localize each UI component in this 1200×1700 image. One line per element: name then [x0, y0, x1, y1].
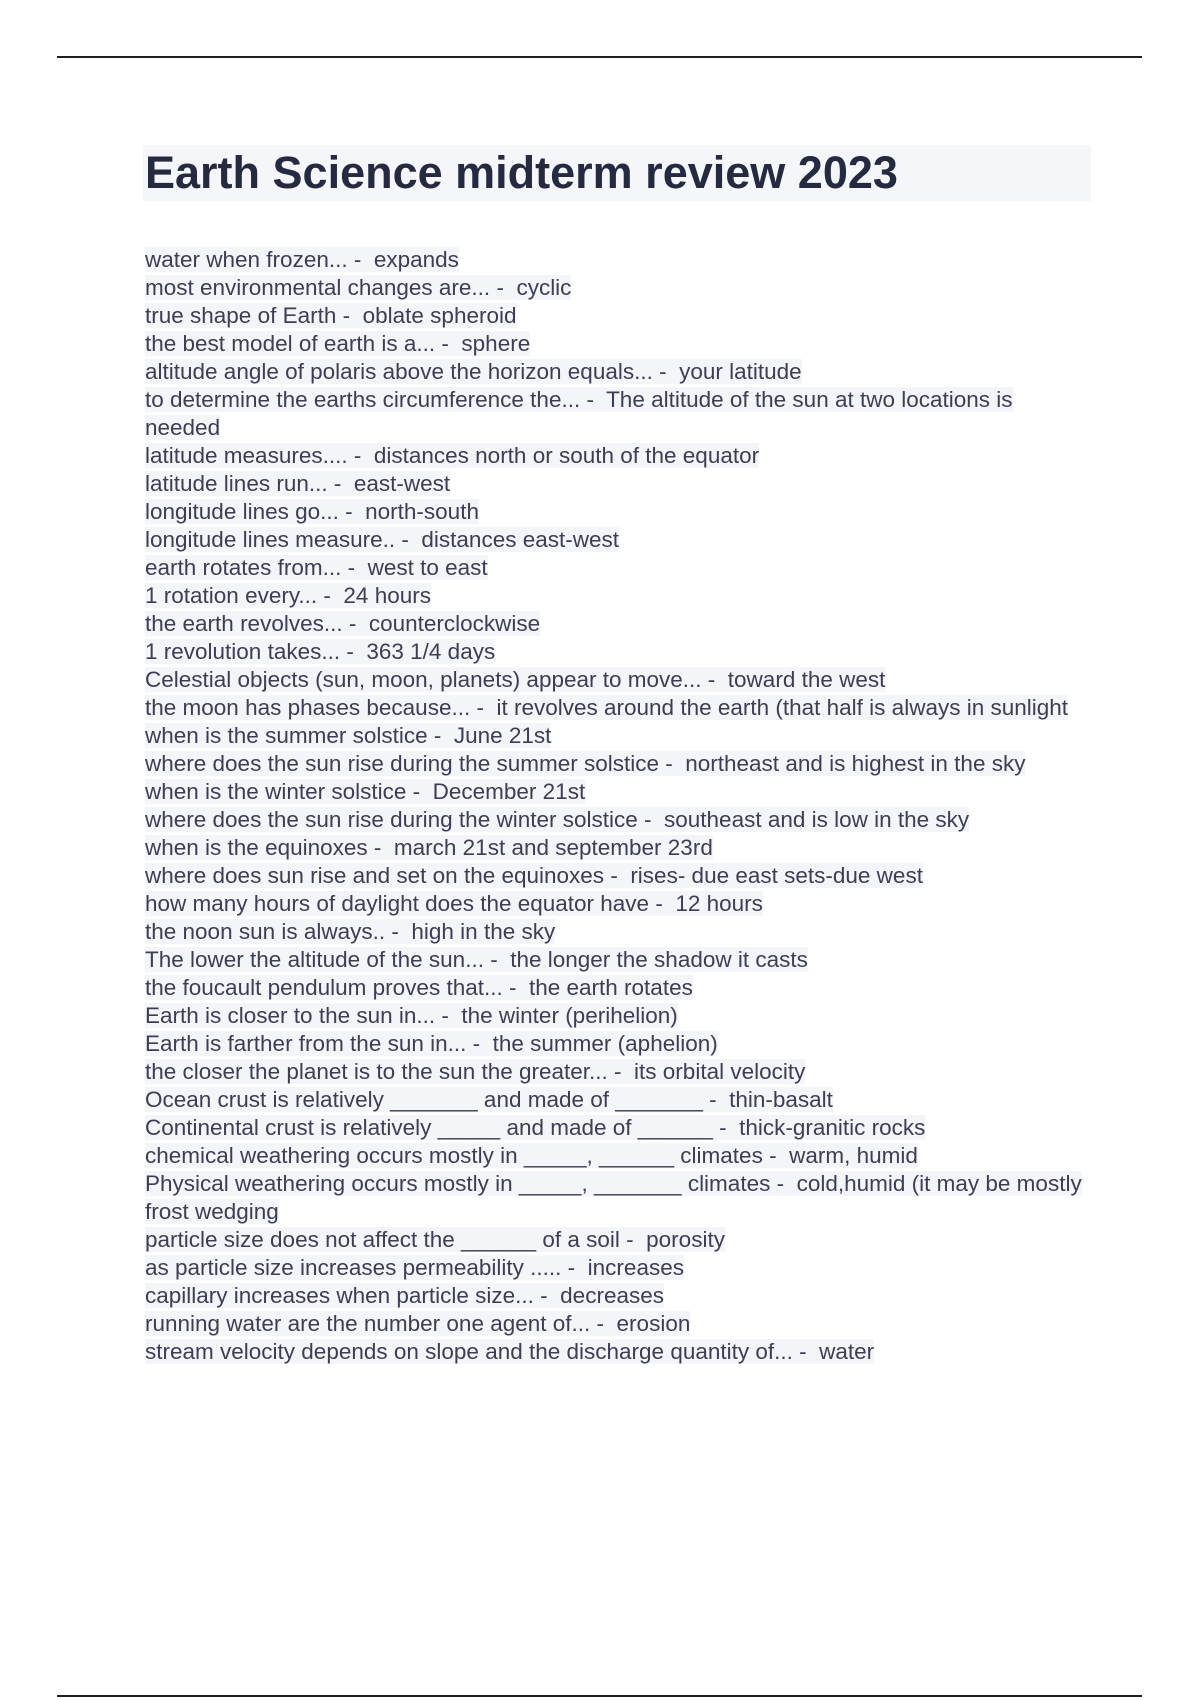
question-text: The lower the altitude of the sun... [145, 947, 484, 972]
qa-item [145, 890, 1085, 918]
answer-text: porosity [646, 1227, 725, 1252]
bottom-rule [57, 1695, 1142, 1697]
qa-separator: - [792, 1339, 820, 1364]
qa-item [145, 274, 1085, 302]
answer-text: your latitude [679, 359, 802, 384]
qa-separator: - [317, 583, 344, 608]
qa-separator: - [340, 639, 367, 664]
answer-text: sphere [461, 331, 531, 356]
qa-line [145, 695, 1068, 720]
qa-line [145, 1031, 718, 1056]
qa-line [145, 555, 488, 580]
answer-text: cold,humid (it may be mostly frost wedging [145, 1171, 1082, 1224]
question-text: longitude lines measure.. [145, 527, 396, 552]
answer-text: the winter (perihelion) [461, 1003, 678, 1028]
qa-item [145, 1254, 1085, 1282]
answer-text: toward the west [727, 667, 886, 692]
question-text: Continental crust is relatively _____ and made of ______ [145, 1115, 713, 1140]
answer-text: increases [587, 1255, 684, 1280]
qa-separator: - [652, 359, 680, 384]
qa-item [145, 1058, 1085, 1086]
qa-line [145, 751, 1025, 776]
qa-line [145, 359, 802, 384]
qa-line [145, 723, 551, 748]
answer-text: northeast and is highest in the sky [685, 751, 1026, 776]
qa-line [145, 919, 555, 944]
qa-separator: - [649, 891, 676, 916]
answer-text: expands [373, 247, 459, 272]
qa-line [145, 1115, 925, 1140]
qa-item [145, 386, 1085, 442]
qa-separator: - [327, 471, 354, 496]
answer-text: warm, humid [789, 1143, 918, 1168]
qa-separator: - [466, 1031, 493, 1056]
qa-separator: - [701, 667, 728, 692]
answer-text: high in the sky [411, 919, 556, 944]
question-text: most environmental changes are... [145, 275, 491, 300]
qa-line [145, 639, 495, 664]
question-text: latitude lines run... [145, 471, 328, 496]
qa-separator: - [770, 1171, 797, 1196]
question-text: the best model of earth is a... [145, 331, 436, 356]
answer-text: erosion [616, 1311, 691, 1336]
qa-line [145, 1171, 1082, 1224]
qa-line [145, 667, 885, 692]
answer-text: thin-basalt [729, 1087, 833, 1112]
qa-item [145, 442, 1085, 470]
qa-item [145, 638, 1085, 666]
qa-item [145, 1226, 1085, 1254]
qa-item [145, 1170, 1085, 1226]
qa-separator: - [561, 1255, 588, 1280]
qa-separator: - [702, 1087, 730, 1112]
qa-item [145, 302, 1085, 330]
qa-separator: - [607, 1059, 635, 1084]
qa-item [145, 1114, 1085, 1142]
qa-item [145, 694, 1085, 722]
answer-text: decreases [560, 1283, 664, 1308]
qa-line [145, 779, 585, 804]
qa-item [145, 974, 1085, 1002]
question-text: Earth is farther from the sun in... [145, 1031, 467, 1056]
qa-item [145, 246, 1085, 274]
answer-text: distances north or south of the equator [373, 443, 760, 468]
qa-line [145, 303, 517, 328]
qa-separator: - [590, 1311, 617, 1336]
answer-text: June 21st [453, 723, 552, 748]
qa-item [145, 1086, 1085, 1114]
qa-separator: - [533, 1283, 561, 1308]
answer-text: 363 1/4 days [366, 639, 496, 664]
qa-item [145, 554, 1085, 582]
answer-text: the longer the shadow it casts [510, 947, 808, 972]
qa-item [145, 582, 1085, 610]
qa-item [145, 1338, 1085, 1366]
qa-line [145, 975, 693, 1000]
qa-item [145, 918, 1085, 946]
question-text: Celestial objects (sun, moon, planets) appear to move... [145, 667, 702, 692]
qa-item [145, 358, 1085, 386]
qa-item [145, 526, 1085, 554]
qa-item [145, 470, 1085, 498]
question-text: 1 revolution takes... [145, 639, 341, 664]
qa-line [145, 1087, 833, 1112]
qa-item [145, 1282, 1085, 1310]
qa-item [145, 806, 1085, 834]
qa-separator: - [427, 723, 454, 748]
qa-line [145, 527, 619, 552]
qa-separator: - [406, 779, 433, 804]
question-text: when is the winter solstice [145, 779, 407, 804]
question-text: the moon has phases because... [145, 695, 471, 720]
answer-text: the earth rotates [528, 975, 693, 1000]
answer-text: 12 hours [675, 891, 763, 916]
qa-item [145, 498, 1085, 526]
qa-line [145, 1255, 684, 1280]
qa-line [145, 583, 431, 608]
qa-item [145, 610, 1085, 638]
answer-text: The altitude of the sun at two locations is needed [145, 387, 1013, 440]
answer-text: march 21st and september 23rd [393, 835, 713, 860]
question-text: capillary increases when particle size... [145, 1283, 534, 1308]
question-text: the noon sun is always.. [145, 919, 386, 944]
question-text: Physical weathering occurs mostly in _____, _______ climates [145, 1171, 771, 1196]
qa-separator: - [338, 499, 366, 524]
qa-item [145, 1002, 1085, 1030]
question-text: where does the sun rise during the winter solstice [145, 807, 638, 832]
answer-text: oblate spheroid [362, 303, 517, 328]
qa-separator: - [580, 387, 607, 412]
qa-line [145, 499, 479, 524]
qa-line [145, 275, 571, 300]
qa-line [145, 1059, 805, 1084]
qa-item [145, 946, 1085, 974]
qa-separator: - [395, 527, 422, 552]
qa-line [145, 947, 808, 972]
question-text: where does sun rise and set on the equinoxes [145, 863, 605, 888]
qa-separator: - [347, 247, 374, 272]
qa-line [145, 1143, 918, 1168]
qa-separator: - [483, 947, 511, 972]
qa-line [145, 1227, 725, 1252]
qa-line [145, 863, 923, 888]
qa-separator: - [435, 331, 462, 356]
qa-separator: - [502, 975, 529, 1000]
qa-line [145, 331, 530, 356]
qa-line [145, 443, 759, 468]
qa-separator: - [490, 275, 517, 300]
question-text: how many hours of daylight does the equator have [145, 891, 650, 916]
answer-text: cyclic [516, 275, 572, 300]
qa-separator: - [659, 751, 686, 776]
question-text: when is the equinoxes [145, 835, 368, 860]
answer-text: 24 hours [343, 583, 431, 608]
question-text: longitude lines go... [145, 499, 339, 524]
question-text: where does the sun rise during the summer solstice [145, 751, 659, 776]
qa-line [145, 1003, 678, 1028]
qa-separator: - [385, 919, 412, 944]
answer-text: the summer (aphelion) [492, 1031, 718, 1056]
qa-item [145, 722, 1085, 750]
qa-separator: - [342, 611, 369, 636]
question-text: to determine the earths circumference the... [145, 387, 581, 412]
question-text: chemical weathering occurs mostly in _____, ______ climates [145, 1143, 763, 1168]
qa-line [145, 611, 540, 636]
top-rule [57, 56, 1142, 58]
question-text: when is the summer solstice [145, 723, 428, 748]
question-text: the foucault pendulum proves that... [145, 975, 503, 1000]
qa-line [145, 891, 763, 916]
qa-separator: - [619, 1227, 647, 1252]
question-text: particle size does not affect the ______ of a soil [145, 1227, 620, 1252]
qa-list [145, 246, 1085, 1366]
question-text: stream velocity depends on slope and the discharge quantity of... [145, 1339, 793, 1364]
question-text: true shape of Earth [145, 303, 337, 328]
qa-item [145, 666, 1085, 694]
qa-line [145, 1339, 874, 1364]
question-text: as particle size increases permeability ..... [145, 1255, 562, 1280]
qa-line [145, 471, 450, 496]
qa-item [145, 862, 1085, 890]
qa-separator: - [604, 863, 631, 888]
qa-item [145, 750, 1085, 778]
qa-separator: - [470, 695, 497, 720]
qa-separator: - [712, 1115, 740, 1140]
qa-item [145, 330, 1085, 358]
qa-separator: - [637, 807, 665, 832]
question-text: the closer the planet is to the sun the greater... [145, 1059, 608, 1084]
question-text: water when frozen... [145, 247, 348, 272]
answer-text: counterclockwise [368, 611, 541, 636]
qa-line [145, 835, 713, 860]
qa-line [145, 1311, 690, 1336]
page-title: Earth Science midterm review 2023 [145, 147, 898, 198]
answer-text: east-west [353, 471, 451, 496]
question-text: latitude measures.... [145, 443, 348, 468]
answer-text: thick-granitic rocks [739, 1115, 926, 1140]
question-text: altitude angle of polaris above the horizon equals... [145, 359, 653, 384]
qa-item [145, 1142, 1085, 1170]
answer-text: southeast and is low in the sky [664, 807, 970, 832]
question-text: the earth revolves... [145, 611, 343, 636]
answer-text: December 21st [432, 779, 586, 804]
question-text: earth rotates from... [145, 555, 342, 580]
question-text: 1 rotation every... [145, 583, 318, 608]
qa-separator: - [341, 555, 368, 580]
question-text: running water are the number one agent of... [145, 1311, 591, 1336]
qa-line [145, 807, 969, 832]
qa-item [145, 778, 1085, 806]
answer-text: west to east [367, 555, 488, 580]
qa-line [145, 387, 1013, 440]
answer-text: it revolves around the earth (that half is always in sunlight [496, 695, 1069, 720]
answer-text: water [819, 1339, 875, 1364]
qa-separator: - [347, 443, 374, 468]
question-text: Ocean crust is relatively _______ and made of _______ [145, 1087, 703, 1112]
qa-separator: - [435, 1003, 462, 1028]
qa-item [145, 834, 1085, 862]
qa-separator: - [367, 835, 394, 860]
answer-text: north-south [365, 499, 479, 524]
answer-text: rises- due east sets-due west [630, 863, 923, 888]
question-text: Earth is closer to the sun in... [145, 1003, 436, 1028]
qa-item [145, 1030, 1085, 1058]
qa-separator: - [762, 1143, 790, 1168]
qa-line [145, 247, 459, 272]
answer-text: its orbital velocity [634, 1059, 806, 1084]
answer-text: distances east-west [421, 527, 619, 552]
qa-line [145, 1283, 664, 1308]
qa-item [145, 1310, 1085, 1338]
qa-separator: - [336, 303, 363, 328]
